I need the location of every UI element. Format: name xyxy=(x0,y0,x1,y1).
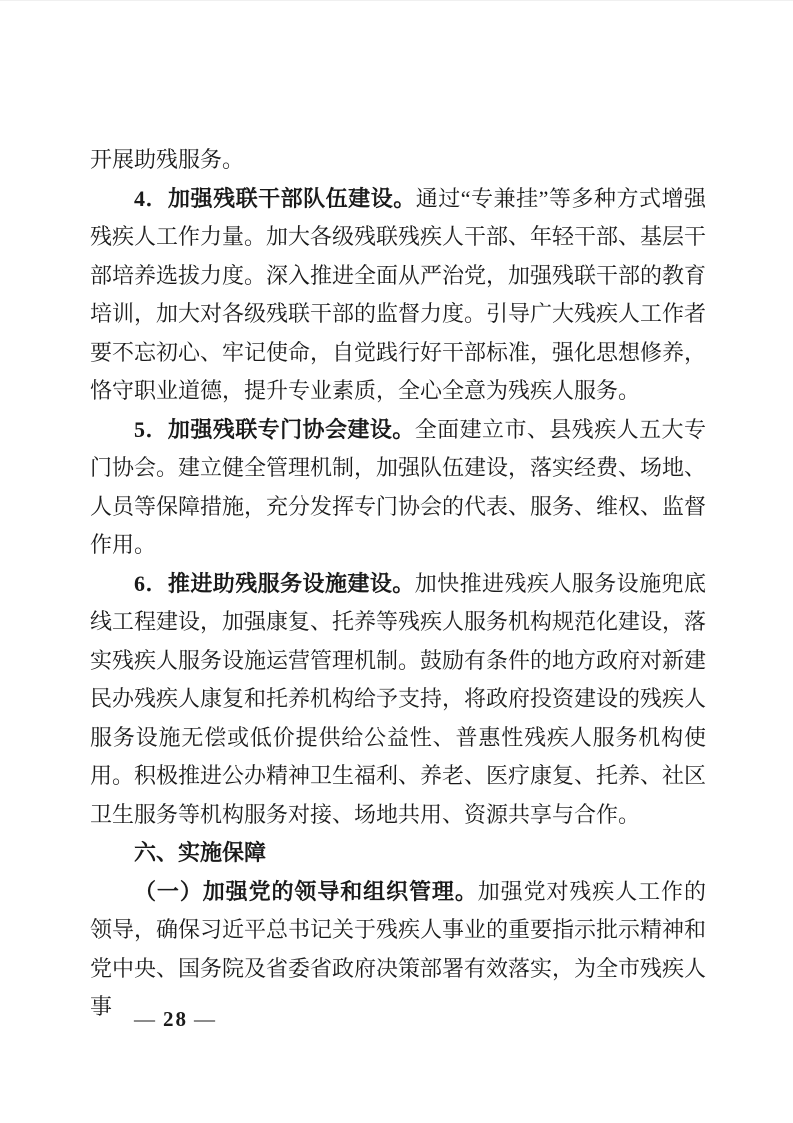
paragraph-text: 全面建立市、县残疾人五大专门协会。建立健全管理机制，加强队伍建设，落实经费、场地、人员等保障措施，充分发挥专门协会的代表、服务、维权、监督作用。 xyxy=(90,416,707,557)
paragraph-continuation xyxy=(90,141,706,180)
paragraph-lead: 4．加强残联干部队伍建设。 xyxy=(134,185,416,211)
paragraph-text: 通过“专兼挂”等多种方式增强残疾人工作力量。加大各级残联残疾人干部、年轻干部、基层干部培养选拔力度。深入推进全面从严治党，加强残联干部的教育培训，加大对各级残联干部的监督力度。引导广大残疾人工作者要不忘初心、牢记使命，自觉践行好干部标准，强化思想修养，恪守职业道德，提升专业素质，全心全意为残疾人服务。 xyxy=(90,185,707,403)
paragraph-text: 开展助残服务。 xyxy=(90,147,245,172)
footer-left-dash: — xyxy=(134,1007,157,1031)
document-body xyxy=(90,141,706,1027)
footer-right-dash: — xyxy=(194,1007,217,1031)
paragraph-text: 加快推进残疾人服务设施兜底线工程建设，加强康复、托养等残疾人服务机构规范化建设，落实残疾人服务设施运营管理机制。鼓励有条件的地方政府对新建民办残疾人康复和托养机构给予支持，将政府投资建设的残疾人服务设施无偿或低价提供给公益性、普惠性残疾人服务机构使用。积极推进公办精神卫生福利、养老、医疗康复、托养、社区卫生服务等机构服务对接、场地共用、资源共享与合作。 xyxy=(90,570,707,827)
paragraph-lead: （一）加强党的领导和组织管理。 xyxy=(134,878,478,904)
paragraph xyxy=(90,565,706,835)
paragraph xyxy=(90,873,706,1027)
page-number: 28 xyxy=(163,1007,188,1031)
paragraph-lead: 5．加强残联专门协会建设。 xyxy=(134,416,415,442)
section-heading xyxy=(90,834,706,873)
paragraph-lead: 6．推进助残服务设施建设。 xyxy=(134,570,415,596)
paragraph xyxy=(90,411,706,565)
paragraph xyxy=(90,180,706,411)
page-footer xyxy=(128,1007,223,1032)
paragraph-text: 加强党对残疾人工作的领导，确保习近平总书记关于残疾人事业的重要指示批示精神和党中央、国务院及省委省政府决策部署有效落实，为全市残疾人事 xyxy=(90,878,707,1019)
section-heading-text: 六、实施保障 xyxy=(134,840,267,865)
